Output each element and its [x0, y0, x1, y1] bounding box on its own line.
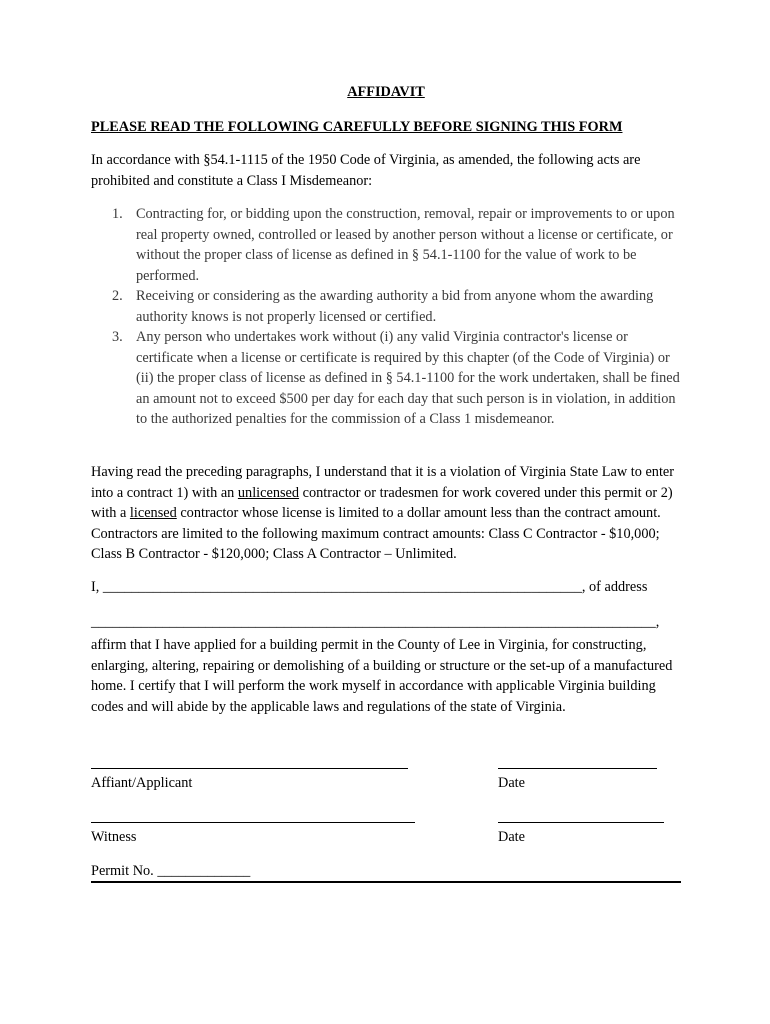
prohibited-acts-list [91, 204, 681, 430]
list-item-number: 1. [112, 206, 123, 222]
witness-signature-line[interactable] [91, 822, 415, 823]
list-item-number: 3. [112, 329, 123, 345]
affirmation-paragraph: affirm that I have applied for a building permit in the County of Lee in Virginia, for constructing, enlarging, altering, repairing or demolishing of a building or structure or the set-up of a manufactured home. I certify that I will perform the work myself in accordance with applicable Virginia building codes and will abide by the applicable laws and regulations of the state of Virginia. [91, 637, 673, 715]
permit-number-line [91, 861, 250, 882]
affiant-signature-line[interactable] [91, 768, 408, 769]
list-item-text: Receiving or considering as the awarding authority a bid from anyone whom the awarding authority knows is not properly licensed or certified. [136, 288, 654, 325]
witness-label: Witness [91, 829, 137, 845]
bottom-divider [91, 881, 681, 883]
list-item [112, 286, 681, 327]
licensed-term: licensed [129, 505, 177, 521]
permit-number-field[interactable]: _____________ [157, 863, 251, 879]
date-line-2[interactable] [498, 822, 664, 823]
list-item-number: 2. [112, 288, 123, 304]
name-prefix: I, [91, 579, 103, 595]
paragraph-text: contractor or tradesmen for work covered under this permit or 2) with a [91, 484, 673, 521]
list-item-text: Contracting for, or bidding upon the construction, removal, repair or improvements to or upon real property owned, controlled or leased by another person without a license or certificate, or without the proper class of license as defined in § 54.1-1100 for the value of work to be performed. [136, 206, 675, 284]
unlicensed-term: unlicensed [237, 484, 300, 501]
affiant-label: Affiant/Applicant [91, 775, 193, 791]
understanding-paragraph [91, 462, 681, 565]
name-line [91, 577, 647, 598]
list-item-text: Any person who undertakes work without (i) any valid Virginia contractor's license or certificate when a license or certificate is required by this chapter (of the Code of Virginia) or (ii) the proper class of license as defined in § 54.1-1100 for the work undertaken, shall be fined an amount not to exceed $500 per day for each day that such person is in violation, in addition to the authorized penalties for the commission of a Class 1 misdemeanor. [136, 329, 680, 427]
intro-paragraph: In accordance with §54.1-1115 of the 1950 Code of Virginia, as amended, the following acts are prohibited and constitute a Class I Misdemeanor: [91, 152, 641, 189]
document-title: AFFIDAVIT [347, 84, 425, 100]
date-line-1[interactable] [498, 768, 657, 769]
date-label-2: Date [498, 829, 525, 845]
permit-label: Permit No. [91, 863, 158, 879]
paragraph-text: Having read the preceding paragraphs, I understand that it is a violation of Virginia State Law to enter into a contract 1) with an [91, 464, 675, 501]
warning-heading: PLEASE READ THE FOLLOWING CAREFULLY BEFORE SIGNING THIS FORM [91, 119, 623, 135]
name-field[interactable]: ___________________________________________________________________ [102, 579, 582, 595]
date-label-1: Date [498, 775, 525, 791]
list-item [112, 327, 681, 430]
name-suffix: , of address [581, 579, 648, 595]
address-field[interactable]: _______________________________________________________________________________, [91, 614, 660, 630]
paragraph-text: contractor whose license is limited to a dollar amount less than the contract amount. Contractors are limited to the following maximum contract amounts: Class C Contractor - $10,000; Class B Contractor - $120,000; Class A Contractor – Unlimited. [91, 505, 661, 562]
list-item [112, 204, 681, 286]
